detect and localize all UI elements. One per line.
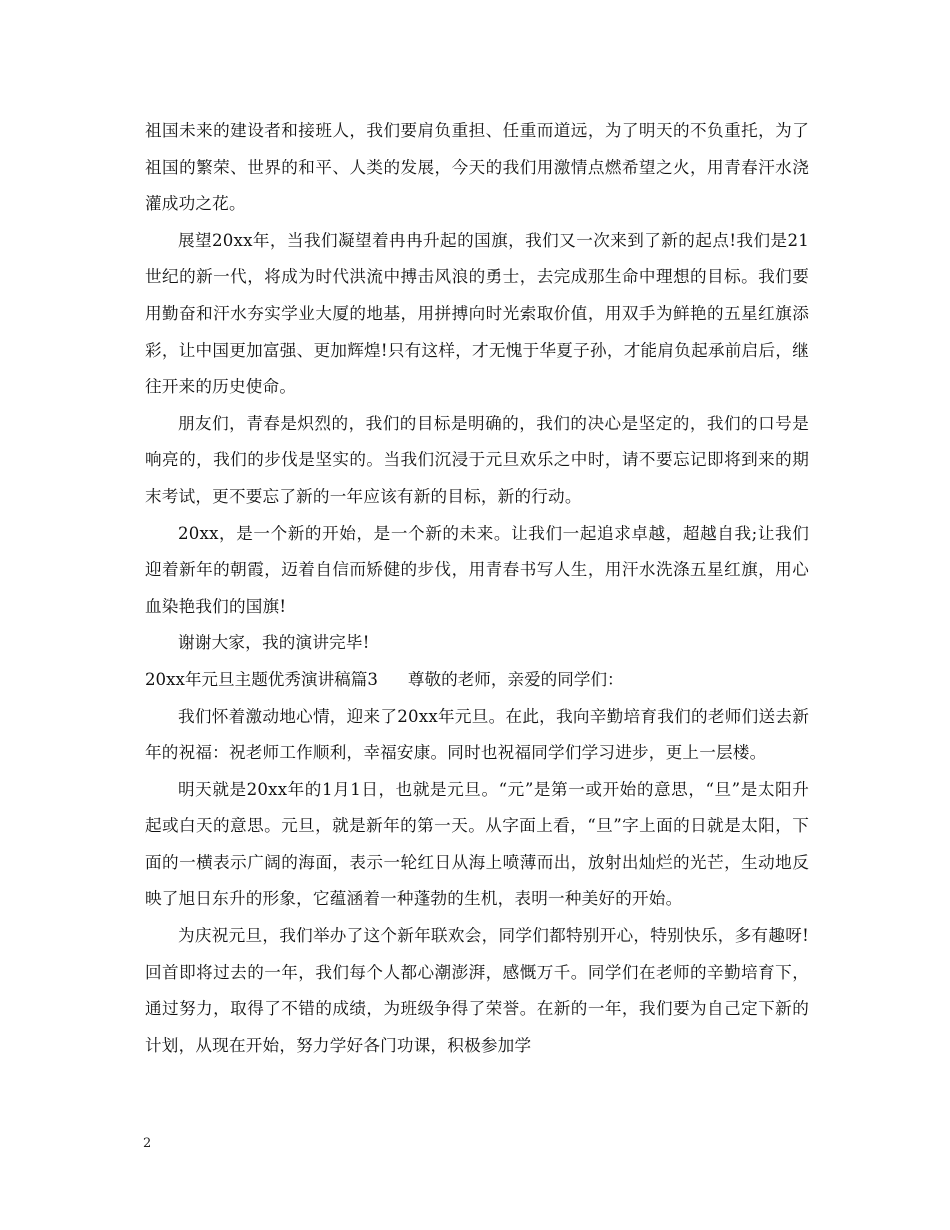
paragraph-6: 我们怀着激动地心情，迎来了20xx年元旦。在此，我向辛勤培育我们的老师们送去新年的祝福：祝老师工作顺利，幸福安康。同时也祝福同学们学习进步，更上一层楼。: [145, 706, 809, 763]
paragraph-7: 明天就是20xx年的1月1日，也就是元旦。“元”是第一或开始的意思，“旦”是太阳升起或白天的意思。元旦，就是新年的第一天。从字面上看，“旦”字上面的日就是太阳，下面的一横表示广阔的海面，表示一轮红日从海上喷薄而出，放射出灿烂的光芒，生动地反映了旭日东升的形象，它蕴涵着一种蓬勃的生机，表明一种美好的开始。: [145, 779, 809, 909]
paragraph-5: 谢谢大家，我的演讲完毕!: [178, 633, 370, 653]
paragraph-2: 展望20xx年，当我们凝望着冉冉升起的国旗，我们又一次来到了新的起点!我们是21世纪的新一代，将成为时代洪流中搏击风浪的勇士，去完成那生命中理想的目标。我们要用勤奋和汗水夯实学业大厦的地基，用拼搏向时光索取价值，用双手为鲜艳的五星红旗添彩，让中国更加富强、更加辉煌!只有这样，才无愧于华夏子孙，才能肩负起承前启后，继往开来的历史使命。: [145, 230, 809, 397]
salutation: 尊敬的老师，亲爱的同学们：: [407, 669, 624, 689]
section-title: 20xx年元旦主题优秀演讲稿篇3: [145, 669, 378, 689]
paragraph-4: 20xx，是一个新的开始，是一个新的未来。让我们一起追求卓越，超越自我;让我们迎着新年的朝霞，迈着自信而矫健的步伐，用青春书写人生，用汗水洗涤五星红旗，用心血染艳我们的国旗!: [145, 523, 809, 616]
section-heading-line: [145, 662, 809, 699]
page-number: 2: [143, 1136, 152, 1151]
paragraph-3: 朋友们，青春是炽烈的，我们的目标是明确的，我们的决心是坚定的，我们的口号是响亮的，我们的步伐是坚实的。当我们沉浸于元旦欢乐之中时，请不要忘记即将到来的期末考试，更不要忘了新的一年应该有新的目标，新的行动。: [145, 413, 809, 506]
paragraph-8: 为庆祝元旦，我们举办了这个新年联欢会，同学们都特别开心，特别快乐，多有趣呀!回首即将过去的一年，我们每个人都心潮澎湃，感慨万千。同学们在老师的辛勤培育下，通过努力，取得了不错的成绩，为班级争得了荣誉。在新的一年，我们要为自己定下新的计划，从现在开始，努力学好各门功课，积极参加学: [145, 926, 809, 1055]
document-body: [145, 113, 809, 1064]
paragraph-1: 祖国未来的建设者和接班人，我们要肩负重担、任重而道远，为了明天的不负重托，为了祖国的繁荣、世界的和平、人类的发展，今天的我们用激情点燃希望之火，用青春汗水浇灌成功之花。: [145, 121, 809, 214]
